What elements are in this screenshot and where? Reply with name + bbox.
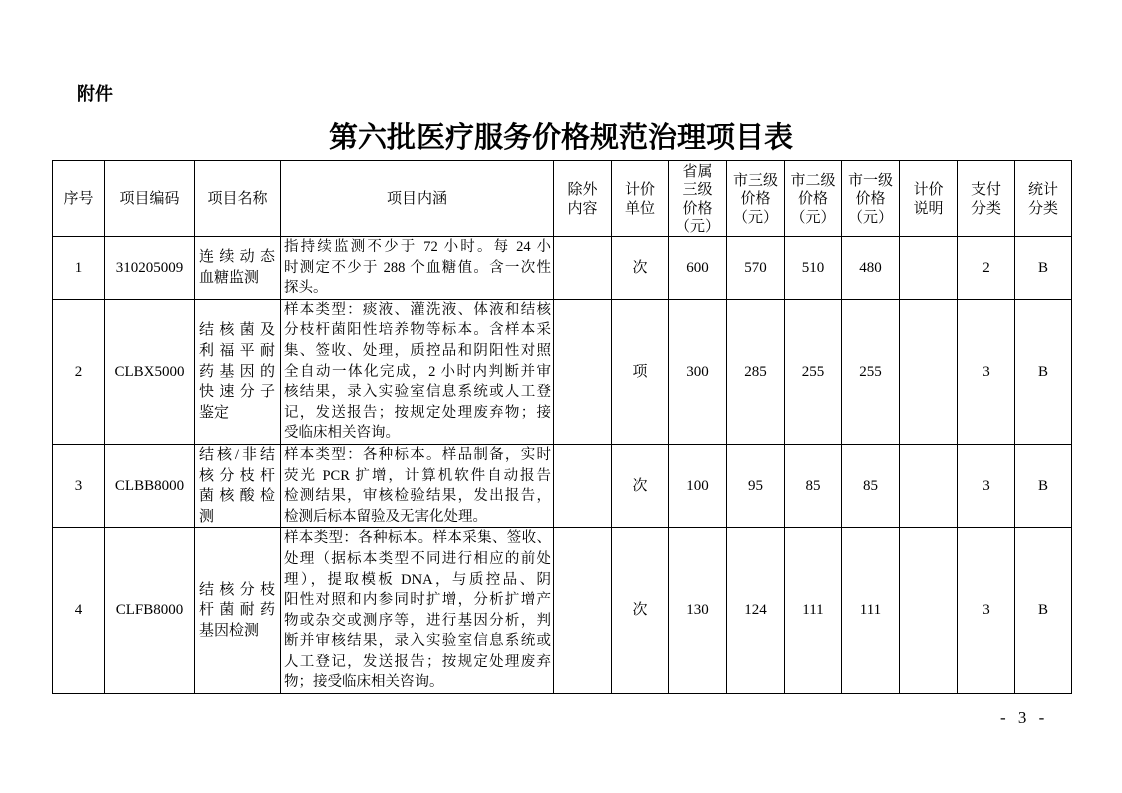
cell-exclusions <box>554 528 612 694</box>
header-label-line: 分类 <box>1027 198 1058 217</box>
name-line: 药基因的 <box>199 363 275 380</box>
page-title: 第六批医疗服务价格规范治理项目表 <box>328 120 793 154</box>
attachment-label: 附件 <box>77 84 113 105</box>
content-line: 物；接受临床相关咨询。 <box>284 674 444 691</box>
cell-name <box>195 528 281 694</box>
cell-seq: 2 <box>53 299 105 444</box>
header-label-line: 价格 <box>682 198 713 217</box>
header-label-line: 项目编码 <box>119 189 180 208</box>
cell-price-city-tier1: 111 <box>842 528 900 694</box>
header-label-line: 项目内涵 <box>386 189 447 208</box>
content-line: 记，发送报告；按规定处理废弃物；接 <box>284 404 551 421</box>
cell-stat-class: B <box>1015 444 1072 527</box>
cell-unit: 次 <box>612 528 669 694</box>
cell-stat-class: B <box>1015 299 1072 444</box>
header-label-line: 价格 <box>797 189 828 208</box>
cell-price-city-tier1: 85 <box>842 444 900 527</box>
cell-stat-class: B <box>1015 528 1072 694</box>
name-line: 杆菌耐药 <box>199 602 275 619</box>
name-line: 核分枝杆 <box>199 467 275 484</box>
header-label-line: 说明 <box>913 198 944 217</box>
page-number: - 3 - <box>1000 708 1049 727</box>
header-price-city-tier3 <box>727 161 785 237</box>
cell-content <box>281 444 554 527</box>
header-content <box>281 161 554 237</box>
header-label-line: 除外 <box>567 180 598 198</box>
header-seq <box>53 161 105 237</box>
cell-exclusions <box>554 444 612 527</box>
cell-code: CLBX5000 <box>105 299 195 444</box>
header-label-line: 市一级 <box>847 170 893 189</box>
content-line: 样本类型：各种标本。样本采集、签收、 <box>284 530 551 547</box>
cell-seq: 4 <box>53 528 105 694</box>
cell-code: CLBB8000 <box>105 444 195 527</box>
header-pricing-note <box>900 161 958 237</box>
table-row <box>53 528 1072 694</box>
cell-seq: 1 <box>53 237 105 300</box>
cell-pricing-note <box>900 528 958 694</box>
table-row <box>53 299 1072 444</box>
cell-price-city-tier3: 124 <box>727 528 785 694</box>
cell-payment-class: 3 <box>958 444 1015 527</box>
content-line: 分枝杆菌阳性培养物等标本。含样本采 <box>284 322 551 339</box>
content-line: 理），提取模板 DNA，与质控品、阴 <box>284 571 551 588</box>
header-label-line: 计价 <box>913 180 944 198</box>
name-line: 结核分枝 <box>199 581 275 598</box>
cell-payment-class: 3 <box>958 299 1015 444</box>
header-price-city-tier2 <box>785 161 842 237</box>
content-line: 核结果，录入实验室信息系统或人工登 <box>284 384 551 401</box>
header-label-line: 市二级 <box>790 170 836 189</box>
name-line: 基因检测 <box>199 622 260 639</box>
content-line: 物或杂交或测序等，进行基因分析，判 <box>284 612 551 629</box>
name-line: 菌核酸检 <box>199 488 275 505</box>
header-label-line: 市三级 <box>732 170 778 189</box>
cell-unit: 项 <box>612 299 669 444</box>
header-name <box>195 161 281 237</box>
cell-price-city-tier3: 570 <box>727 237 785 300</box>
cell-code: 310205009 <box>105 237 195 300</box>
name-line: 快速分子 <box>199 384 275 401</box>
cell-content <box>281 299 554 444</box>
cell-price-city-tier2: 111 <box>785 528 842 694</box>
header-label-line: 单位 <box>624 198 655 217</box>
header-label-line: 省属 <box>682 161 713 180</box>
name-line: 测 <box>199 508 215 525</box>
content-line: 检测结果，审核检验结果，发出报告， <box>284 488 551 505</box>
header-price-city-tier1 <box>842 161 900 237</box>
content-line: 处理（据标本类型不同进行相应的前处 <box>284 550 551 567</box>
cell-price-provincial-tier3: 100 <box>669 444 727 527</box>
header-label-line: 价格 <box>740 189 771 208</box>
cell-price-city-tier3: 95 <box>727 444 785 527</box>
cell-payment-class: 2 <box>958 237 1015 300</box>
cell-code: CLFB8000 <box>105 528 195 694</box>
name-line: 连续动态 <box>199 249 275 266</box>
cell-price-city-tier2: 255 <box>785 299 842 444</box>
cell-name <box>195 444 281 527</box>
cell-unit: 次 <box>612 237 669 300</box>
cell-price-provincial-tier3: 600 <box>669 237 727 300</box>
price-table <box>52 160 1072 694</box>
header-exclusions <box>554 161 612 237</box>
header-label-line: （元） <box>790 207 836 226</box>
table-header-row <box>53 161 1072 237</box>
header-code <box>105 161 195 237</box>
content-line: 时测定不少于 288 个血糖值。含一次性 <box>284 259 551 276</box>
cell-payment-class: 3 <box>958 528 1015 694</box>
header-stat-class <box>1015 161 1072 237</box>
content-line: 受临床相关咨询。 <box>284 425 400 442</box>
header-label-line: （元） <box>732 207 778 226</box>
header-label-line: 计价 <box>624 180 655 198</box>
cell-name <box>195 299 281 444</box>
content-line: 人工登记，发送报告；按规定处理废弃 <box>284 653 551 670</box>
cell-price-city-tier2: 510 <box>785 237 842 300</box>
content-line: 探头。 <box>284 280 328 297</box>
cell-pricing-note <box>900 237 958 300</box>
header-unit <box>612 161 669 237</box>
cell-price-provincial-tier3: 300 <box>669 299 727 444</box>
cell-stat-class: B <box>1015 237 1072 300</box>
header-label-line: 分类 <box>970 198 1001 217</box>
table-row <box>53 444 1072 527</box>
cell-exclusions <box>554 299 612 444</box>
content-line: 检测后标本留验及无害化处理。 <box>284 508 487 525</box>
cell-price-city-tier1: 255 <box>842 299 900 444</box>
cell-price-city-tier1: 480 <box>842 237 900 300</box>
content-line: 指持续监测不少于 72 小时。每 24 小 <box>284 239 551 255</box>
content-line: 样本类型：各种标本。样品制备，实时 <box>284 446 551 463</box>
cell-price-provincial-tier3: 130 <box>669 528 727 694</box>
content-line: 阳性对照和内参同时扩增，分析扩增产 <box>284 592 551 609</box>
content-line: 样本类型：痰液、灌洗液、体液和结核 <box>284 301 551 318</box>
header-label-line: 三级 <box>682 180 713 198</box>
cell-exclusions <box>554 237 612 300</box>
cell-price-city-tier3: 285 <box>727 299 785 444</box>
name-line: 血糖监测 <box>199 269 260 286</box>
header-label-line: （元） <box>674 217 720 235</box>
cell-content <box>281 237 554 300</box>
header-price-provincial-tier3 <box>669 161 727 237</box>
cell-price-city-tier2: 85 <box>785 444 842 527</box>
content-line: 荧光 PCR 扩增，计算机软件自动报告 <box>284 467 551 484</box>
content-line: 集、签收、处理，质控品和阴阳性对照 <box>284 342 551 359</box>
cell-pricing-note <box>900 299 958 444</box>
header-label-line: 价格 <box>855 189 886 208</box>
header-label-line: 支付 <box>970 180 1001 198</box>
name-line: 鉴定 <box>199 404 230 421</box>
header-label-line: 项目名称 <box>207 189 268 208</box>
table-row <box>53 237 1072 300</box>
name-line: 利福平耐 <box>199 342 275 359</box>
content-line: 断并审核结果，录入实验室信息系统或 <box>284 633 551 650</box>
cell-pricing-note <box>900 444 958 527</box>
header-label-line: 序号 <box>63 189 94 208</box>
cell-content <box>281 528 554 694</box>
name-line: 结核菌及 <box>199 322 275 339</box>
cell-unit: 次 <box>612 444 669 527</box>
header-label-line: 内容 <box>567 198 598 217</box>
cell-name <box>195 237 281 300</box>
table-header <box>53 161 1072 237</box>
cell-seq: 3 <box>53 444 105 527</box>
header-payment-class <box>958 161 1015 237</box>
name-line: 结核/非结 <box>199 446 275 463</box>
header-label-line: （元） <box>847 207 893 226</box>
header-label-line: 统计 <box>1027 180 1058 198</box>
content-line: 全自动一体化完成，2 小时内判断并审 <box>284 363 551 380</box>
table-body <box>53 237 1072 694</box>
